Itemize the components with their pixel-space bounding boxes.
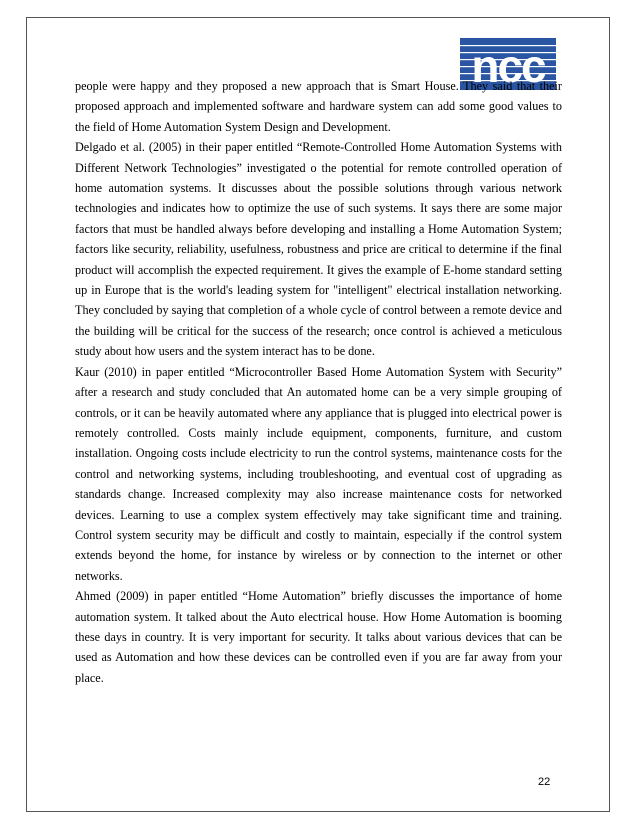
paragraph-intro: people were happy and they proposed a new approach that is Smart House. They said that their proposed approach and implemented software and hardware system can add some good values to the field of Home Automation System Design and Development. [75, 79, 562, 134]
paragraph-delgado: Delgado et al. (2005) in their paper entitled “Remote-Controlled Home Automation Systems with Different Network Technologies” investigated o the potential for remote controlled operation of home automation systems. It discusses about the possible solutions through various network technologies and indicates how to optimize the use of such systems. It says there are some major factors that must be handled always before developing and installing a Home Automation System; factors like security, reliability, usefulness, robustness and price are critical to determine if the final product will accomplish the expected requirement. It gives the example of E-home standard setting up in Europe that is the world's leading system for "intelligent" electrical installation networking. They concluded by saying that completion of a whole cycle of control between a remote device and the building will be critical for the success of the research; once control is achieved a meticulous study about how users and the system interact has to be done. [75, 140, 562, 359]
paragraph-kaur: Kaur (2010) in paper entitled “Microcontroller Based Home Automation System with Security” after a research and study concluded that An automated home can be a very simple grouping of controls, or it can be heavily automated where any appliance that is plugged into electrical power is remotely controlled. Costs mainly include equipment, components, furniture, and custom installation. Ongoing costs include electricity to run the control systems, maintenance costs for the control and networking systems, including troubleshooting, and eventual cost of upgrading as standards change. Increased complexity may also increase maintenance costs for networked devices. Learning to use a complex system effectively may take significant time and training. Control system security may be difficult and costly to maintain, especially if the control system extends beyond the home, for instance by wireless or by connection to the internet or other networks. [75, 364, 562, 583]
page-number: 22 [538, 776, 551, 788]
logo-text: ncc [471, 40, 545, 90]
paragraph-ahmed: Ahmed (2009) in paper entitled “Home Automation” briefly discusses the importance of home automation system. It talked about the Auto electrical house. How Home Automation is booming these days in country. It is very important for security. It talks about various devices that can be used as Automation and how these devices can be controlled even if you are far away from your place. [75, 589, 562, 685]
body-text [75, 76, 562, 688]
